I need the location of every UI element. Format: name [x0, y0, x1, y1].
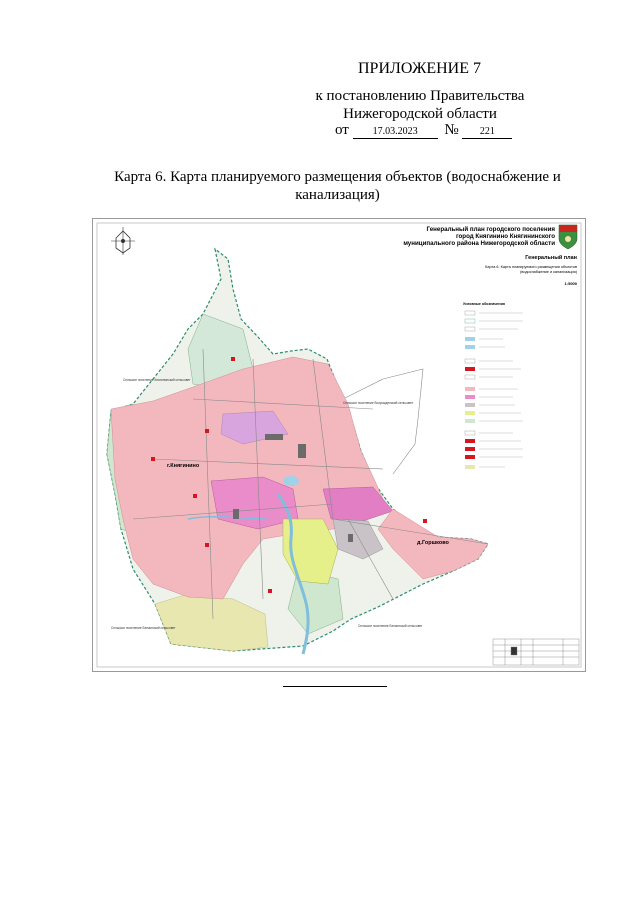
emblem-icon [559, 225, 577, 249]
sheet-title-2: город Княгинино Княгининского [456, 233, 555, 240]
town-label: г.Княгинино [167, 463, 200, 469]
number-sign: № [444, 122, 459, 138]
number-field: 221 [462, 126, 512, 139]
neighbor-label-3: Сельское поселение Белкинский сельсовет [111, 626, 176, 630]
title-block [403, 226, 577, 286]
appendix-number: ПРИЛОЖЕНИЕ 7 [358, 60, 482, 77]
legend-panel [463, 302, 523, 469]
decree-line-2: Нижегородской области [343, 106, 497, 122]
neighbor-label-4: Сельское поселение Белкинский сельсовет [358, 624, 423, 628]
separator-line [283, 686, 387, 687]
date-field: 17.03.2023 [353, 126, 438, 139]
sheet-title-1: Генеральный план городского поселения [426, 226, 555, 233]
legend-title: Условные обозначения [463, 302, 505, 306]
pond [283, 476, 299, 486]
sheet-title-3: муниципального района Нижегородской области [403, 240, 555, 247]
village-label: д.Горшково [417, 540, 449, 546]
sheet-subtitle: Генеральный план [525, 255, 577, 261]
neighbor-label-1: Сельское поселение Княгининский сельсовет [123, 378, 191, 382]
sheet-scale: 1:5000 [564, 281, 577, 286]
planning-map [93, 219, 585, 671]
date-prefix: от [335, 122, 349, 138]
compass-rose-icon [111, 227, 135, 255]
sheet-name-1: Карта 6. Карта планируемого размещения объектов [485, 265, 577, 269]
stamp-block [493, 639, 579, 665]
map-sheet [92, 218, 586, 672]
date-number-line [335, 122, 512, 139]
neighbor-label-2: Сельское поселение Возрожденский сельсовет [343, 401, 414, 405]
decree-reference [300, 87, 540, 123]
map-caption: Карта 6. Карта планируемого размещения объектов (водоснабжение и канализация) [114, 169, 561, 203]
sheet-name-2: (водоснабжение и канализация) [520, 270, 577, 274]
decree-line-1: к постановлению Правительства [315, 88, 525, 104]
